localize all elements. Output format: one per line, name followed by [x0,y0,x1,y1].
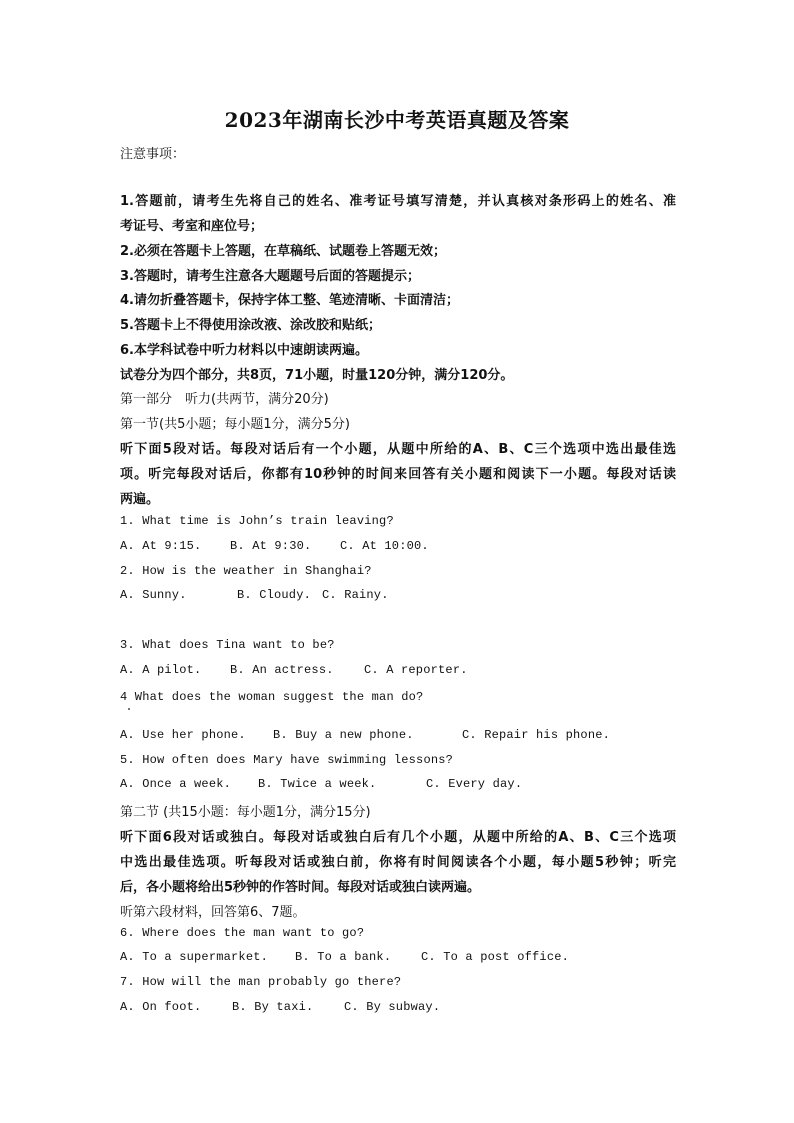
question-6: 6. Where does the man want to go? [120,926,365,940]
question-1-options [120,539,429,553]
option-b: B. Cloudy. [237,588,312,602]
option-b: B. Buy a new phone. [273,728,414,742]
question-4: 4 What does the woman suggest the man do? [120,690,424,704]
option-c: C. Every day. [426,777,523,791]
question-2-options [120,588,389,602]
option-b: B. By taxi. [232,1000,314,1014]
question-5: 5. How often does Mary have swimming lessons? [120,753,454,767]
option-a: A. Once a week. [120,777,232,791]
stray-mark [128,708,130,710]
notice-item-1-cont: 考证号、考室和座位号； [120,219,264,234]
option-c: C. To a post office. [421,950,570,964]
notice-item-6: 6.本学科试卷中听力材料以中速朗读两遍。 [120,343,368,358]
notice-item-2: 2.必须在答题卡上答题，在草稿纸、试题卷上答题无效； [120,244,446,259]
notice-heading: 注意事项： [120,147,186,162]
option-b: B. Twice a week. [258,777,377,791]
section2-heading: 第二节 (共15小题：每小题1分，满分15分) [120,805,371,820]
page-title: 2023年湖南长沙中考英语真题及答案 [224,108,570,132]
question-5-options [120,777,522,791]
notice-item-3: 3.答题时，请考生注意各大题题号后面的答题提示； [120,269,420,284]
question-3: 3. What does Tina want to be? [120,638,335,652]
option-a: A. Sunny. [120,588,187,602]
section1-instructions-line-1: 听下面5段对话。每段对话后有一个小题，从题中所给的A、B、C三个选项中选出最佳选 [120,442,676,457]
question-1: 1. What time is John’s train leaving? [120,514,394,528]
question-7: 7. How will the man probably go there? [120,975,402,989]
option-c: C. Rainy. [322,588,389,602]
option-b: B. To a bank. [295,950,392,964]
option-a: A. At 9:15. [120,539,202,553]
section2-instructions-line-1: 听下面6段对话或独白。每段对话或独白后有几个小题，从题中所给的A、B、C三个选项 [120,830,676,845]
option-c: C. Repair his phone. [462,728,611,742]
option-a: A. Use her phone. [120,728,246,742]
question-3-options [120,663,468,677]
section1-heading: 第一节(共5小题；每小题1分，满分5分) [120,417,350,432]
notice-item-4: 4.请勿折叠答题卡，保持字体工整、笔迹清晰、卡面清洁； [120,293,459,308]
option-c: C. At 10:00. [340,539,429,553]
part1-heading: 第一部分 听力(共两节，满分20分) [120,392,329,407]
option-a: A. On foot. [120,1000,202,1014]
option-b: B. At 9:30. [230,539,312,553]
notice-item-5: 5.答题卡上不得使用涂改液、涂改胶和贴纸； [120,318,381,333]
section1-instructions-line-2: 项。听完每段对话后，你都有10秒钟的时间来回答有关小题和阅读下一小题。每段对话读 [120,467,676,482]
section1-instructions-line-3: 两遍。 [120,492,160,507]
question-4-options [120,728,610,742]
notice-item-1: 1.答题前，请考生先将自己的姓名、准考证号填写清楚，并认真核对条形码上的姓名、准 [120,194,676,209]
section2-instructions-line-3: 后，各小题将给出5秒钟的作答时间。每段对话或独白读两遍。 [120,880,481,895]
question-2: 2. How is the weather in Shanghai? [120,564,372,578]
question-6-options [120,950,569,964]
section2-instructions-line-2: 中选出最佳选项。听每段对话或独白前，你将有时间阅读各个小题，每小题5秒钟；听完 [120,855,676,870]
option-b: B. An actress. [230,663,334,677]
option-a: A. A pilot. [120,663,202,677]
exam-info: 试卷分为四个部分，共8页，71小题，时量120分钟，满分120分。 [120,368,514,383]
option-c: C. By subway. [344,1000,441,1014]
option-c: C. A reporter. [364,663,468,677]
question-7-options [120,1000,440,1014]
material-6-intro: 听第六段材料，回答第6、7题。 [120,905,306,920]
option-a: A. To a supermarket. [120,950,269,964]
